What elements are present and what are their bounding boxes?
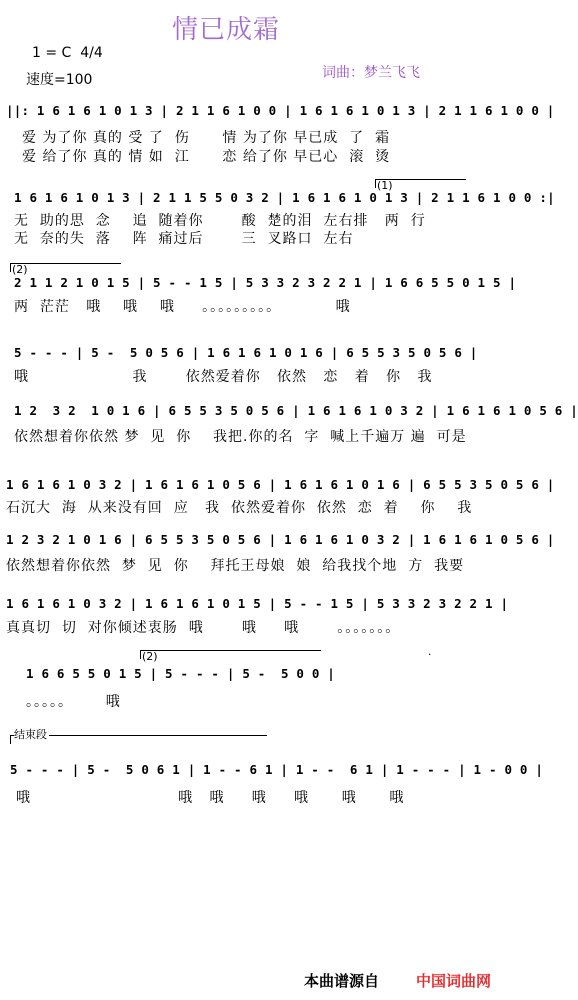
footer-source-label: 本曲谱源自 [304, 972, 380, 990]
lyric-line-10: 哦 哦 哦 哦 哦 哦 哦 [16, 790, 405, 806]
coda-bracket [140, 650, 321, 659]
lyric-line-6: 石沉大 海 从来没有回 应 我 依然爱着你 依然 恋 着 你 我 [6, 500, 473, 516]
lyric-line-2b: 无 奈的失 落 阵 痛过后 三 叉路口 左右 [14, 231, 354, 247]
notation-line-7: 1 2 3 2 1 0 1 6 | 6 5 5 3 5 0 5 6 | 1 6 1 6 1 0 3 2 | 1 6 1 6 1 0 5 6 | [6, 532, 555, 547]
notation-line-5: 1 2 3 2 1 0 1 6 | 6 5 5 3 5 0 5 6 | 1 6 1 6 1 0 3 2 | 1 6 1 6 1 0 5 6 | [14, 403, 578, 418]
volta-1-label: (1) [377, 179, 393, 192]
notation-line-9: 1 6 6 5 5 0 1 5 | 5 - - - | 5 - 5 0 0 | [26, 666, 336, 681]
lyric-line-2a: 无 助的思 念 追 随着你 酸 楚的泪 左右排 两 行 [14, 213, 426, 229]
volta-2-label: (2) [12, 263, 28, 276]
coda-label: (2) [142, 650, 158, 663]
notation-line-1: ||: 1 6 1 6 1 0 1 3 | 2 1 1 6 1 0 0 | 1 6 1 6 1 0 1 3 | 2 1 1 6 1 0 0 | [6, 103, 555, 118]
credit: 词曲：梦兰飞飞 [322, 65, 420, 81]
lyric-line-3: 两 茫茫 哦 哦 哦 。。。。。。。。。 哦 [14, 299, 351, 315]
lyric-line-9: 。。。。。 哦 [26, 694, 121, 710]
notation-line-8: 1 6 1 6 1 0 3 2 | 1 6 1 6 1 0 1 5 | 5 - - 1 5 | 5 3 3 2 3 2 2 1 | [6, 596, 509, 611]
notation-line-3: 2 1 1 2 1 0 1 5 | 5 - - 1 5 | 5 3 3 2 3 2 2 1 | 1 6 6 5 5 0 1 5 | [14, 275, 517, 290]
notation-line-6: 1 6 1 6 1 0 3 2 | 1 6 1 6 1 0 5 6 | 1 6 1 6 1 0 1 6 | 6 5 5 3 5 0 5 6 | [6, 477, 555, 492]
notation-line-2: 1 6 1 6 1 0 1 3 | 2 1 1 5 5 0 3 2 | 1 6 1 6 1 0 1 3 | 2 1 1 6 1 0 0 :| [14, 190, 555, 205]
lyric-line-7: 依然想着你依然 梦 见 你 拜托王母娘 娘 给我找个地 方 我要 [6, 558, 465, 574]
lyric-line-5: 依然想着你依然 梦 见 你 我把.你的名 字 喊上千遍万 遍 可是 [14, 429, 467, 445]
key-signature: 1 = C 4/4 [32, 45, 103, 61]
page-title: 情已成霜 [172, 15, 281, 45]
tempo: 速度=100 [26, 72, 93, 88]
ending-label: 结束段 [14, 728, 47, 741]
lyric-line-4: 哦 我 依然爱着你 依然 恋 着 你 我 [14, 369, 433, 385]
notation-line-4: 5 - - - | 5 - 5 0 5 6 | 1 6 1 6 1 0 1 6 | 6 5 5 3 5 0 5 6 | [14, 345, 478, 360]
notation-line-10: 5 - - - | 5 - 5 0 6 1 | 1 - - 6 1 | 1 - - 6 1 | 1 - - - | 1 - 0 0 | [10, 762, 544, 777]
lyric-line-1a: 爱 为了你 真的 受 了 伤 情 为了你 早已成 了 霜 [22, 130, 391, 146]
lyric-line-1b: 爱 给了你 真的 情 如 江 恋 给了你 早已心 滚 烫 [22, 149, 391, 165]
stray-dot: . [428, 645, 432, 658]
footer-site-link[interactable]: 中国词曲网 [416, 972, 492, 990]
lyric-line-8: 真真切 切 对你倾述衷肠 哦 哦 哦 。。。。。。。 [6, 620, 401, 636]
